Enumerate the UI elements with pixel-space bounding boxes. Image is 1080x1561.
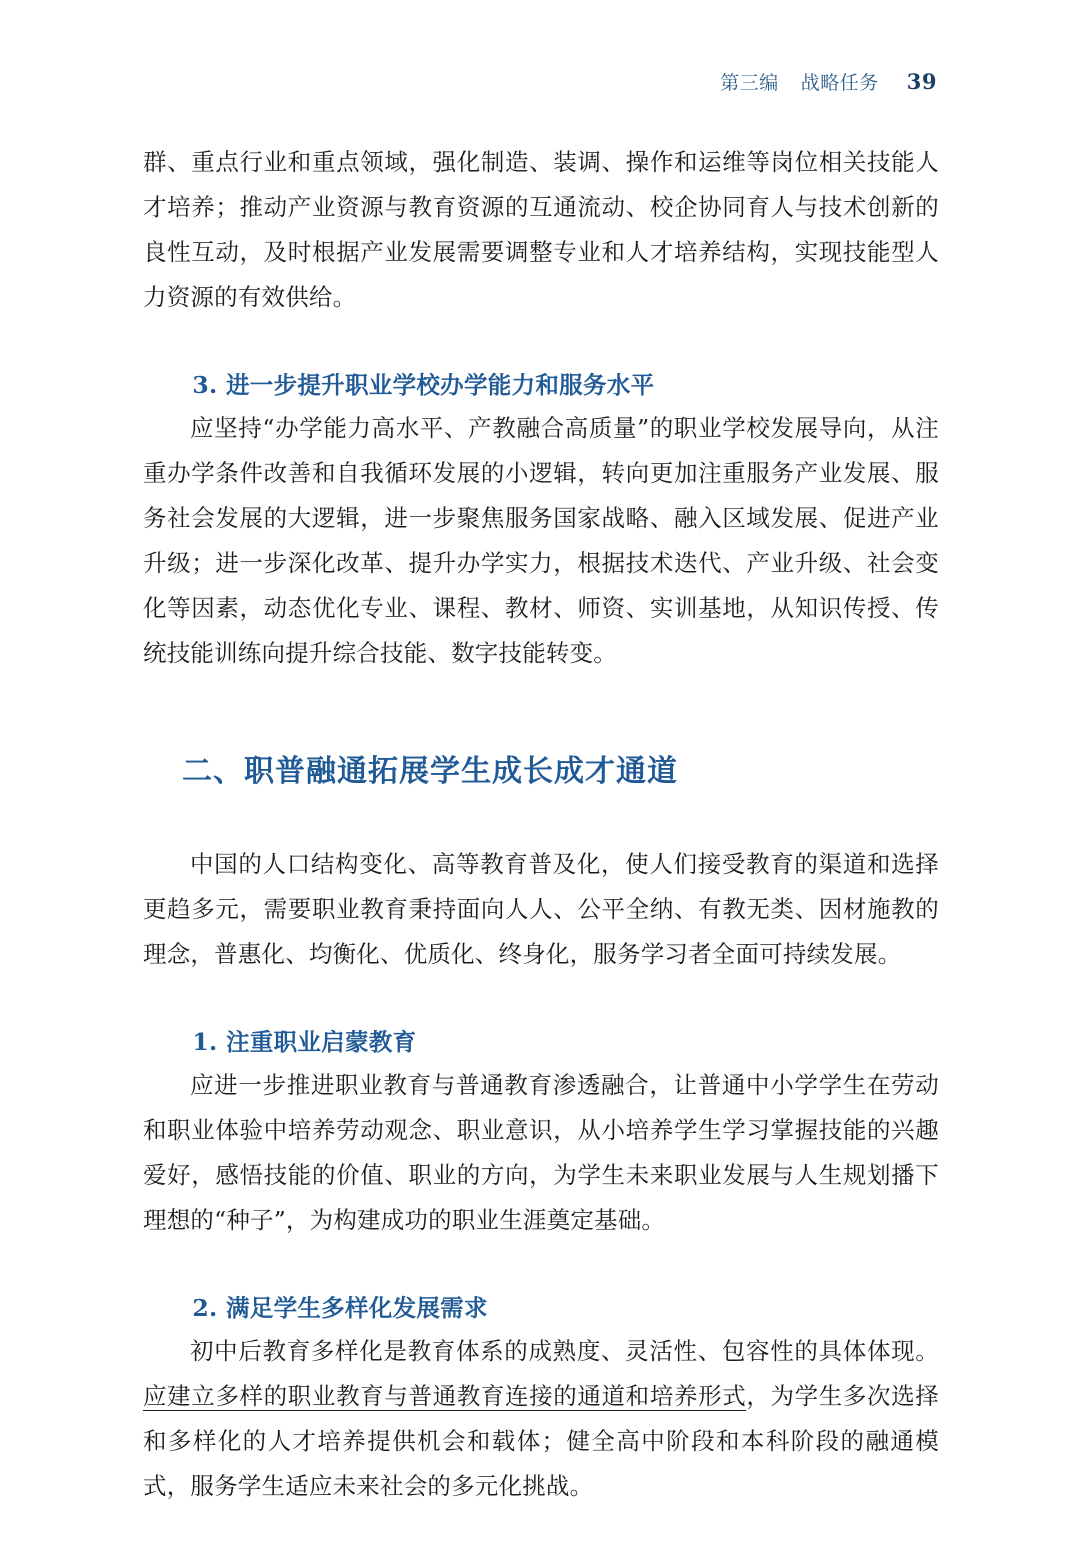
section-heading-two: 二、职普融通拓展学生成长成才通道: [182, 754, 678, 789]
spacer: [143, 676, 939, 746]
heading-1-2-number: 2.: [192, 1294, 218, 1322]
page-content: [143, 140, 939, 1509]
paragraph-1: 应进一步推进职业教育与普通教育渗透融合，让普通中小学学生在劳动和职业体验中培养劳动观念、职业意识，从小培养学生学习掌握技能的兴趣爱好，感悟技能的价值、职业的方向，为学生未来职业发展与人生规划播下理想的“种子”，为构建成功的职业生涯奠定基础。: [143, 1071, 939, 1234]
paragraph-2-line1: 初中后教育多样化是教育体系的成熟度、灵活性、包容性的具体体现。: [190, 1337, 939, 1365]
heading-1-2-text: 满足学生多样化发展需求: [225, 1294, 488, 1322]
spacer: [143, 798, 939, 842]
header-title-label: 战略任务: [800, 72, 879, 94]
header-section-label: 第三编: [720, 72, 779, 94]
page-number: 39: [906, 69, 937, 94]
heading-3-1: [143, 364, 939, 406]
heading-1-1-text: 注重职业启蒙教育: [225, 1028, 417, 1056]
paragraph-3: 应坚持“办学能力高水平、产教融合高质量”的职业学校发展导向，从注重办学条件改善和自我循环发展的小逻辑，转向更加注重服务产业发展、服务社会发展的大逻辑，进一步聚焦服务国家战略、融入区域发展、促进产业升级；进一步深化改革、提升办学实力，根据技术迭代、产业升级、社会变化等因素，动态优化专业、课程、教材、师资、实训基地，从知识传授、传统技能训练向提升综合技能、数字技能转变。: [143, 414, 939, 667]
heading-3-1-number: 3.: [192, 371, 218, 399]
paragraph-intro: 中国的人口结构变化、高等教育普及化，使人们接受教育的渠道和选择更趋多元，需要职业教育秉持面向人人、公平全纳、有教无类、因材施教的理念，普惠化、均衡化、优质化、终身化，服务学习者全面可持续发展。: [143, 850, 939, 968]
paragraph-continued: 群、重点行业和重点领域，强化制造、装调、操作和运维等岗位相关技能人才培养；推动产业资源与教育资源的互通流动、校企协同育人与技术创新的良性互动，及时根据产业发展需要调整专业和人才培养结构，实现技能型人力资源的有效供给。: [143, 148, 939, 311]
heading-1-2: [143, 1287, 939, 1329]
paragraph-2: [143, 1329, 939, 1509]
heading-1-1-number: 1.: [192, 1028, 218, 1056]
spacer: [143, 320, 939, 364]
spacer: [143, 1243, 939, 1287]
spacer: [143, 977, 939, 1021]
heading-1-1: [143, 1021, 939, 1063]
running-header: [720, 68, 937, 95]
paragraph-2-rest: ，为学生多次选择和多样化的人才培养提供机会和载体；健全高中阶段和本科阶段的融通模式，服务学生适应未来社会的多元化挑战。: [143, 1382, 939, 1500]
heading-3-1-text: 进一步提升职业学校办学能力和服务水平: [225, 371, 655, 399]
paragraph-2-underlined: 应建立多样的职业教育与普通教育连接的通道和培养形式: [143, 1382, 747, 1410]
